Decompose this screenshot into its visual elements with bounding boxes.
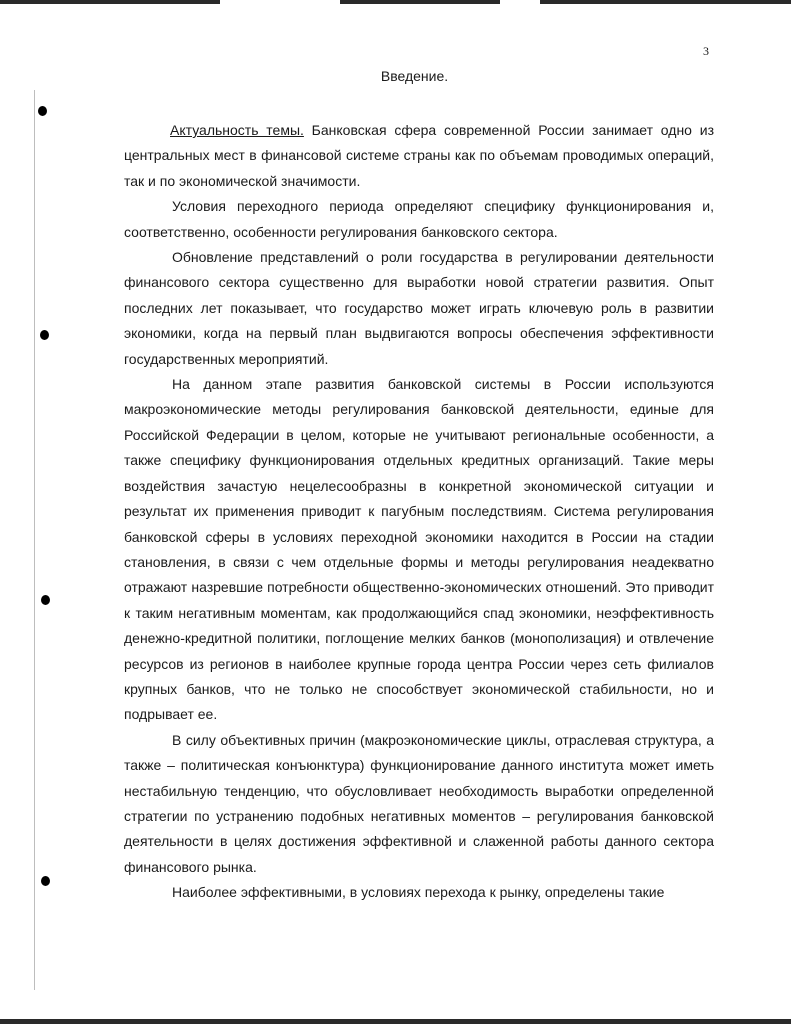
paragraph: Обновление представлений о роли государства в регулировании деятельности финансового сектора существенно для выработки новой стратегии развития. Опыт последних лет показывает, что государство может играть ключевую роль в развитии экономики, когда на первый план выдвигаются вопросы обеспечения эффективности государственных мероприятий. [124,249,714,367]
scan-edge-top [0,0,791,4]
paragraph: На данном этапе развития банковской системы в России используются макроэкономические методы регулирования банковской деятельности, единые для Российской Федерации в целом, которые не учитывают региональные особенности, а также специфику функционирования отдельных кредитных организаций. Такие меры воздействия зачастую нецелесообразны в конкретной экономической ситуации и результат их применения приводит к пагубным последствиям. Система регулирования банковской сферы в условиях переходной экономики находится в России на стадии становления, в связи с чем отдельные формы и методы регулирования неадекватно отражают назревшие потребности общественно-экономических отношений. Это приводит к таким негативным моментам, как продолжающийся спад экономики, неэффективность денежно-кредитной политики, поглощение мелких банков (монополизация) и отвлечение ресурсов из регионов в наиболее крупные города центра России через сеть филиалов крупных банков, что не только не способствует экономической стабильности, но и подрывает ее. [124,376,714,723]
punch-hole-mark [40,330,49,340]
page-title: Введение. [380,68,449,84]
paragraph: Условия переходного периода определяют специфику функционирования и, соответственно, особенности регулирования банковского сектора. [124,198,714,240]
paragraph: В силу объективных причин (макроэкономические циклы, отраслевая структура, а также – политическая конъюнктура) функционирование данного института может иметь нестабильную тенденцию, что обусловливает необходимость выработки определенной стратегии по устранению подобных негативных моментов – регулирования банковской деятельности в целях достижения эффективной и слаженной работы данного сектора финансового рынка. [124,731,714,875]
punch-hole-mark [38,106,47,116]
paragraph-topic-relevance [124,118,714,194]
paragraph-text: Банковская сфера современной России занимает одно из центральных мест в финансовой системе страны как по объемам проводимых операций, так и по экономической значимости. [124,122,714,189]
paragraph: Наиболее эффективными, в условиях перехода к рынку, определены такие [172,884,665,901]
topic-relevance-label: Актуальность темы. [170,122,304,138]
page-number: 3 [703,44,709,58]
scan-edge-left [34,90,35,990]
punch-hole-mark [41,595,50,605]
document-body [124,118,714,906]
scan-edge-bottom [0,1019,791,1024]
punch-hole-mark [41,876,50,886]
